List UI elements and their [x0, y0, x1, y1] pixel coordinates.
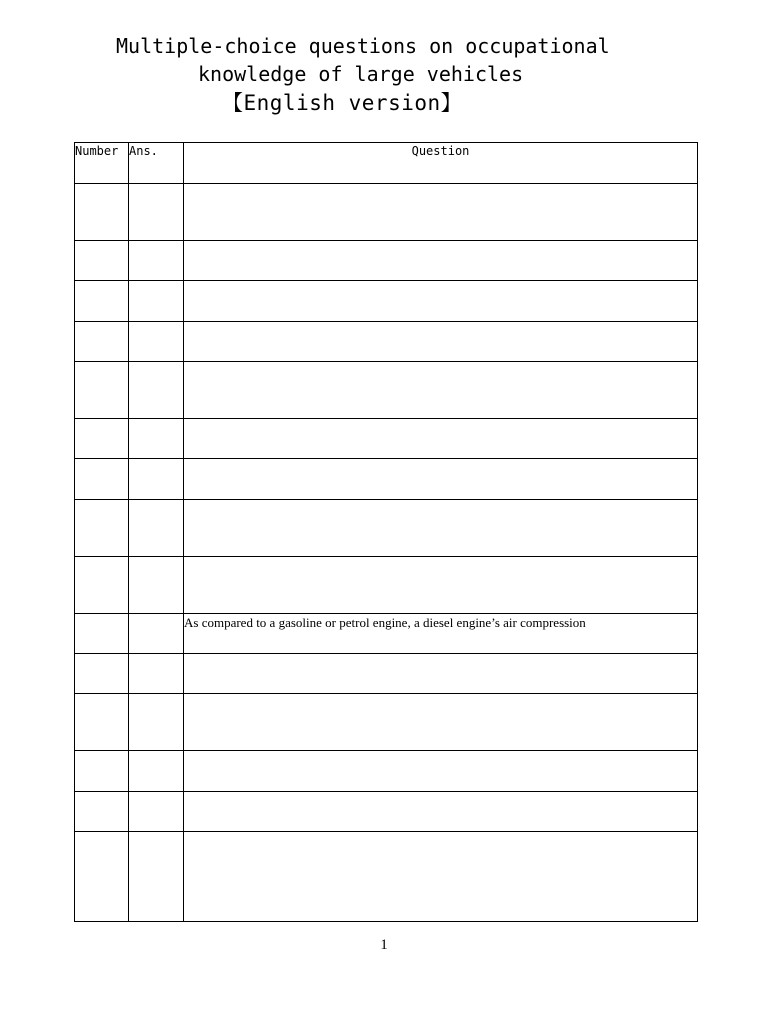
row-number — [75, 500, 129, 557]
table-row — [75, 654, 698, 694]
row-answer — [129, 614, 184, 654]
row-number — [75, 614, 129, 654]
row-number — [75, 557, 129, 614]
row-question — [184, 654, 698, 694]
title-line-1: Multiple-choice questions on occupational — [116, 34, 610, 58]
questions-table — [74, 142, 698, 922]
header-answer: Ans. — [129, 143, 184, 184]
row-question — [184, 184, 698, 241]
row-answer — [129, 557, 184, 614]
row-number — [75, 241, 129, 281]
table-row — [75, 614, 698, 654]
table-header-row — [75, 143, 698, 184]
table-row — [75, 241, 698, 281]
row-number — [75, 281, 129, 322]
row-number — [75, 654, 129, 694]
row-answer — [129, 500, 184, 557]
title-line-2: knowledge of large vehicles — [198, 62, 524, 86]
row-answer — [129, 184, 184, 241]
row-question — [184, 792, 698, 832]
row-number — [75, 419, 129, 459]
row-answer — [129, 694, 184, 751]
table-row — [75, 751, 698, 792]
row-question — [184, 419, 698, 459]
row-question — [184, 832, 698, 922]
row-answer — [129, 419, 184, 459]
row-answer — [129, 241, 184, 281]
row-question — [184, 751, 698, 792]
row-number — [75, 792, 129, 832]
header-number: Number — [75, 143, 129, 184]
row-question: As compared to a gasoline or petrol engine, a diesel engine’s air compression — [184, 614, 698, 654]
table-row — [75, 694, 698, 751]
row-question — [184, 362, 698, 419]
row-number — [75, 184, 129, 241]
row-answer — [129, 751, 184, 792]
row-question — [184, 500, 698, 557]
row-number — [75, 362, 129, 419]
row-answer — [129, 459, 184, 500]
row-number — [75, 322, 129, 362]
table-row — [75, 459, 698, 500]
row-answer — [129, 322, 184, 362]
header-question: Question — [184, 143, 698, 184]
row-answer — [129, 832, 184, 922]
table-row — [75, 500, 698, 557]
row-question — [184, 322, 698, 362]
row-number — [75, 751, 129, 792]
row-answer — [129, 792, 184, 832]
row-question — [184, 241, 698, 281]
row-answer — [129, 281, 184, 322]
table-row — [75, 792, 698, 832]
row-answer — [129, 362, 184, 419]
table-row — [75, 362, 698, 419]
row-question — [184, 281, 698, 322]
page-number: 1 — [380, 937, 388, 953]
table-row — [75, 557, 698, 614]
row-question — [184, 557, 698, 614]
table-row — [75, 184, 698, 241]
row-answer — [129, 654, 184, 694]
title-line-3: 【English version】 — [222, 91, 463, 115]
table-row — [75, 419, 698, 459]
row-number — [75, 694, 129, 751]
row-number — [75, 459, 129, 500]
table-row — [75, 322, 698, 362]
row-number — [75, 832, 129, 922]
table-row — [75, 832, 698, 922]
table-row — [75, 281, 698, 322]
row-question — [184, 459, 698, 500]
row-question — [184, 694, 698, 751]
